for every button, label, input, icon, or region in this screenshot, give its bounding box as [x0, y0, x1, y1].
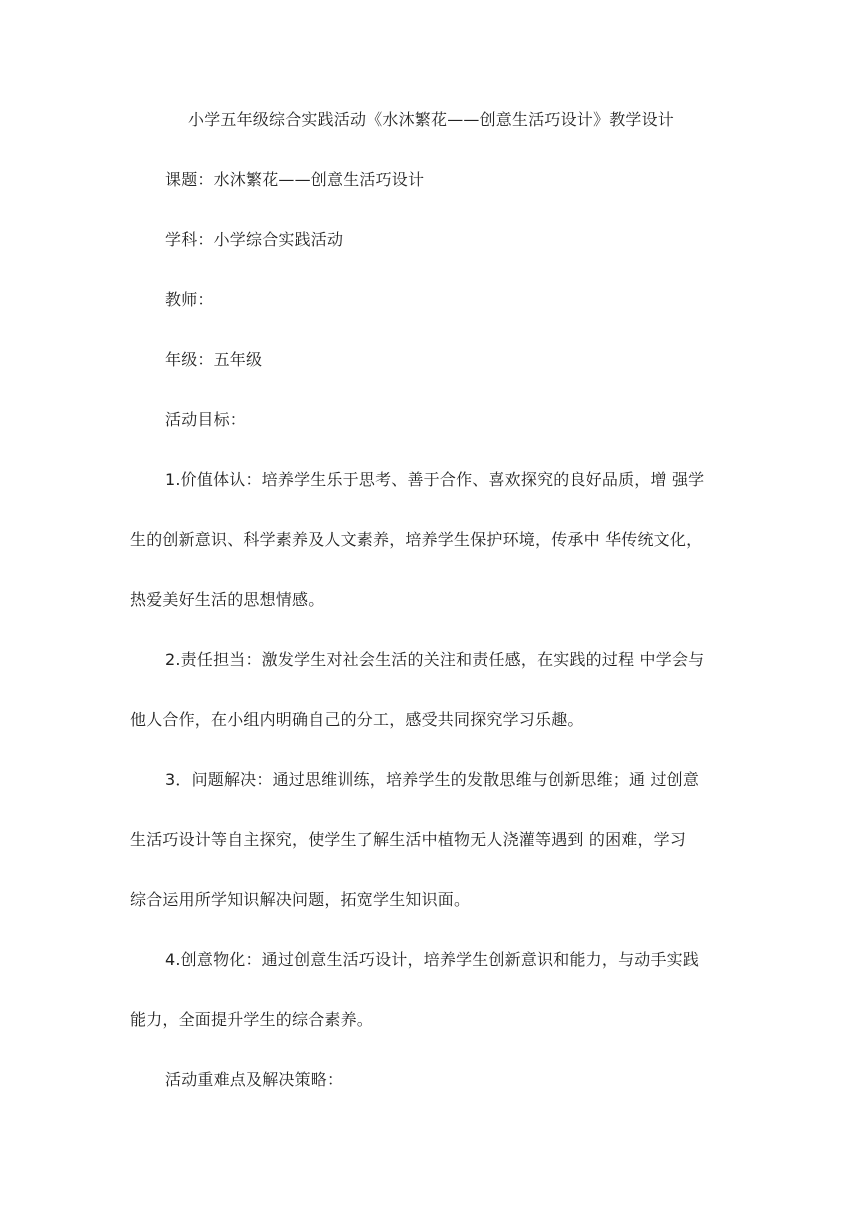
- objective-3-line-1: 3．问题解决：通过思维训练，培养学生的发散思维与创新思维；通 过创意: [165, 770, 700, 789]
- objective-1-line-1: 1.价值体认：培养学生乐于思考、善于合作、喜欢探究的良好品质，增 强学: [165, 470, 705, 489]
- objective-2-line-2: 他人合作，在小组内明确自己的分工，感受共同探究学习乐趣。: [130, 710, 584, 729]
- strategy-heading: 活动重难点及解决策略：: [165, 1070, 344, 1089]
- subject-field: 学科：小学综合实践活动: [165, 230, 344, 249]
- topic-field: 课题：水沐繁花——创意生活巧设计: [165, 170, 425, 189]
- objective-1-line-2: 生的创新意识、科学素养及人文素养，培养学生保护环境，传承中 华传统文化，: [130, 530, 703, 549]
- objective-1-line-3: 热爱美好生活的思想情感。: [130, 590, 325, 609]
- objectives-heading: 活动目标：: [165, 410, 247, 429]
- objective-2-line-1: 2.责任担当：激发学生对社会生活的关注和责任感，在实践的过程 中学会与: [165, 650, 705, 669]
- objective-4-line-1: 4.创意物化：通过创意生活巧设计，培养学生创新意识和能力，与动手实践: [165, 950, 700, 969]
- grade-field: 年级：五年级: [165, 350, 263, 369]
- objective-4-line-2: 能力，全面提升学生的综合素养。: [130, 1010, 374, 1029]
- objective-3-line-2: 生活巧设计等自主探究，使学生了解生活中植物无人浇灌等遇到 的困难，学习: [130, 830, 687, 849]
- objective-3-line-3: 综合运用所学知识解决问题，拓宽学生知识面。: [130, 890, 471, 909]
- document-title: 小学五年级综合实践活动《水沐繁花——创意生活巧设计》教学设计: [188, 110, 675, 129]
- teacher-field: 教师：: [165, 290, 214, 309]
